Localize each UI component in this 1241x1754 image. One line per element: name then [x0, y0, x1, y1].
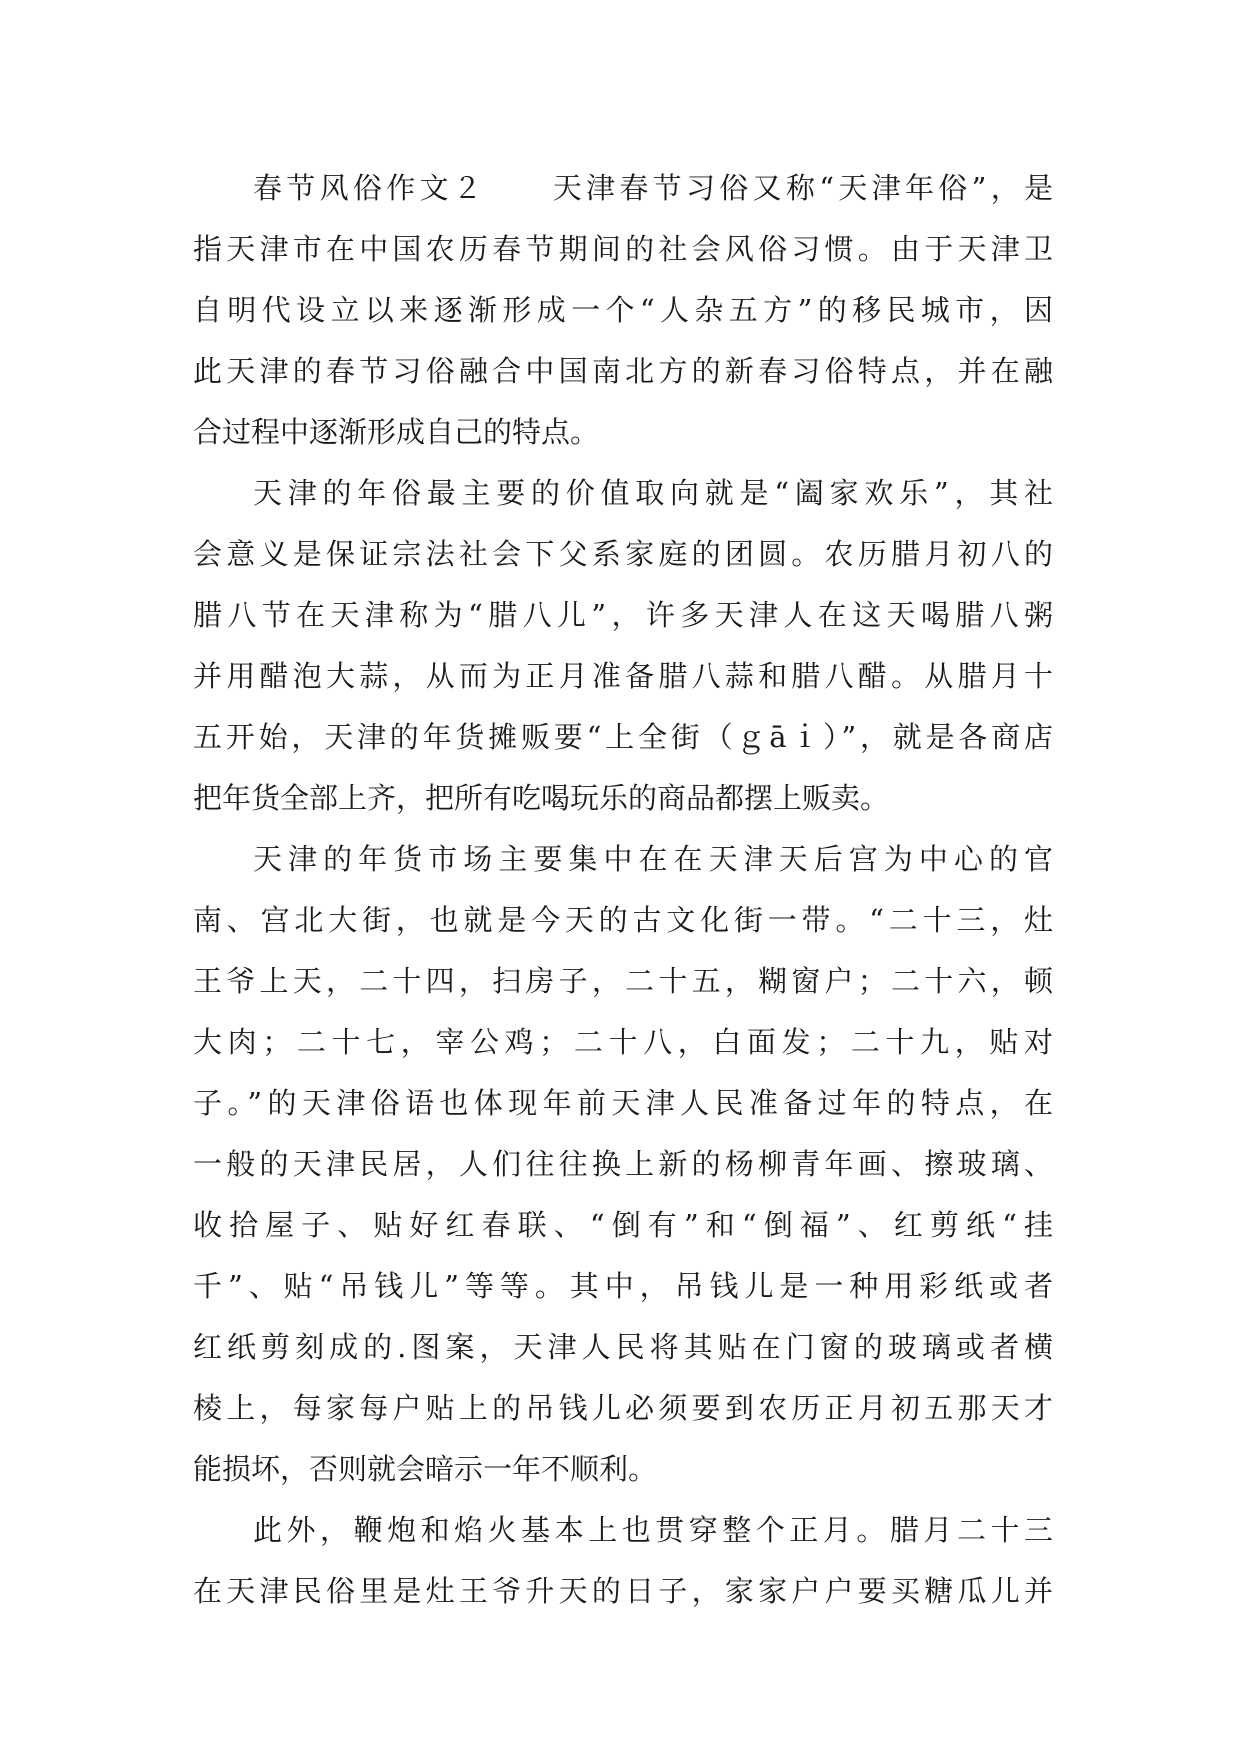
text-line: 腊八节在天津称为“腊八儿”，许多天津人在这天喝腊八粥 [193, 598, 1053, 632]
text-line: 收拾屋子、贴好红春联、“倒有”和“倒福”、红剪纸“挂 [193, 1208, 1053, 1242]
document-body [193, 158, 1053, 1622]
text-line: 红纸剪刻成的.图案，天津人民将其贴在门窗的玻璃或者横 [193, 1330, 1053, 1364]
text-line: 并用醋泡大蒜，从而为正月准备腊八蒜和腊八醋。从腊月十 [193, 659, 1053, 693]
text-line: 千”、贴“吊钱儿”等等。其中，吊钱儿是一种用彩纸或者 [193, 1269, 1053, 1303]
text-line: 此外，鞭炮和焰火基本上也贯穿整个正月。腊月二十三 [253, 1513, 1053, 1547]
paragraph-3 [193, 829, 1053, 1500]
paragraph-1 [193, 158, 1053, 463]
text-line: 合过程中逐渐形成自己的特点。 [193, 415, 600, 449]
text-line: 王爷上天，二十四，扫房子，二十五，糊窗户；二十六，顿 [193, 964, 1053, 998]
text-line: 会意义是保证宗法社会下父系家庭的团圆。农历腊月初八的 [193, 537, 1053, 571]
text-line: 五开始，天津的年货摊贩要“上全街（ｇāｉ）”，就是各商店 [193, 720, 1053, 754]
text-line: 此天津的春节习俗融合中国南北方的新春习俗特点，并在融 [193, 354, 1053, 388]
text-line: 棱上，每家每户贴上的吊钱儿必须要到农历正月初五那天才 [193, 1391, 1053, 1425]
text-line: 指天津市在中国农历春节期间的社会风俗习惯。由于天津卫 [193, 232, 1053, 266]
text-line: 能损坏，否则就会暗示一年不顺利。 [193, 1452, 658, 1486]
text-line: 天津的年货市场主要集中在在天津天后宫为中心的官 [253, 842, 1053, 876]
text-line: 春节风俗作文２ 天津春节习俗又称“天津年俗”，是 [253, 171, 1053, 205]
text-line: 把年货全部上齐，把所有吃喝玩乐的商品都摆上贩卖。 [193, 781, 890, 815]
paragraph-4 [193, 1500, 1053, 1622]
text-line: 子。”的天津俗语也体现年前天津人民准备过年的特点，在 [193, 1086, 1053, 1120]
text-line: 南、宫北大街，也就是今天的古文化街一带。“二十三，灶 [193, 903, 1053, 937]
text-line: 自明代设立以来逐渐形成一个“人杂五方”的移民城市，因 [193, 293, 1053, 327]
paragraph-2 [193, 463, 1053, 829]
text-line: 一般的天津民居，人们往往换上新的杨柳青年画、擦玻璃、 [193, 1147, 1053, 1181]
text-line: 在天津民俗里是灶王爷升天的日子，家家户户要买糖瓜儿并 [193, 1574, 1053, 1608]
text-line: 天津的年俗最主要的价值取向就是“阖家欢乐”，其社 [253, 476, 1053, 510]
text-line: 大肉；二十七，宰公鸡；二十八，白面发；二十九，贴对 [193, 1025, 1053, 1059]
